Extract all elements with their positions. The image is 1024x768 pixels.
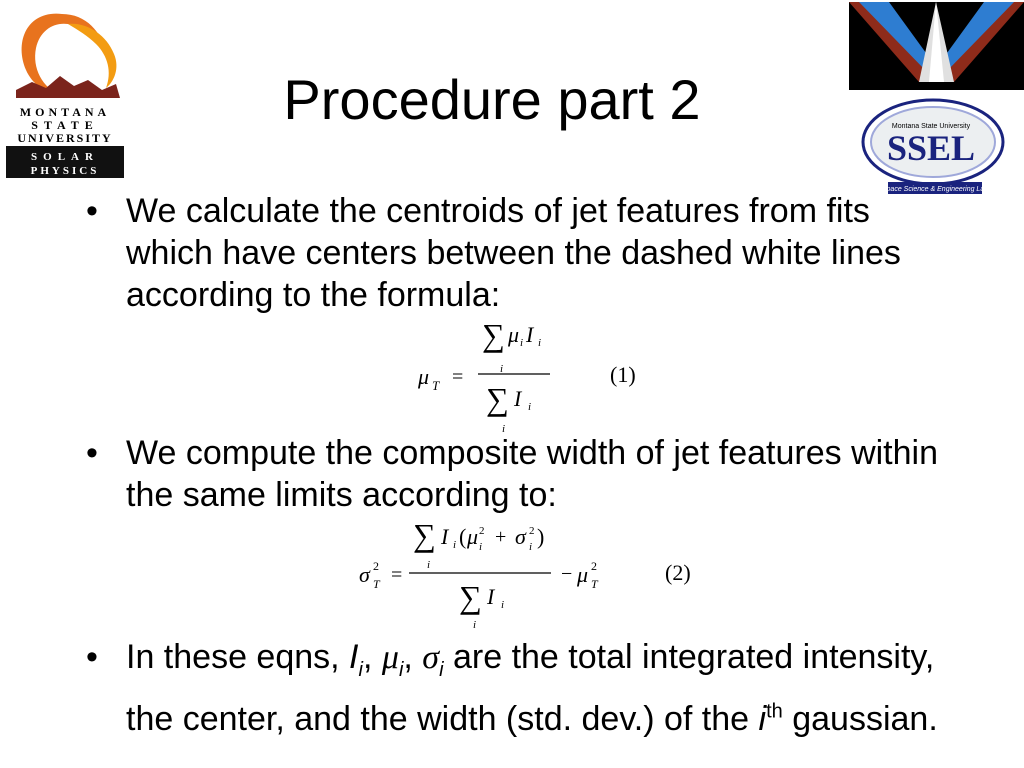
equation-1 [410, 312, 670, 440]
eq2-num-I: I [441, 524, 449, 549]
eq1-num-I: I [526, 322, 534, 347]
eq2-den-I: I [487, 584, 495, 609]
bullet-1-text: We calculate the centroids of jet features from fits which have centers between the dashed white lines according to the formula: [126, 192, 901, 314]
eq1-num-sum: ∑ [482, 317, 505, 353]
eq2-num-mu-sub: i [479, 541, 483, 553]
eq1-lhs: μ [418, 364, 430, 389]
eq2-num-plus: + [495, 526, 507, 548]
eq1-den-I-sub: i [528, 401, 532, 413]
eq2-label: (2) [665, 560, 691, 585]
bullet-item-2 [84, 432, 964, 516]
eq1-den-index: i [502, 423, 506, 435]
eq2-lhs: σ [359, 562, 370, 587]
eq1-num-mu-sub: i [520, 337, 524, 349]
eq1-lhs-sub: T [432, 378, 440, 393]
eq2-num-sigma: σ [515, 524, 526, 549]
eq2-num-close: ) [537, 524, 545, 549]
eq2-num-sum: ∑ [413, 517, 436, 553]
bullet-2-text: We compute the composite width of jet features within the same limits according to: [126, 434, 938, 514]
eq2-lhs-sub: T [373, 577, 380, 591]
msu-line3: UNIVERSITY [17, 131, 113, 145]
sym-i: i [758, 700, 767, 739]
msu-line2: STATE [31, 118, 99, 132]
eq2-num-mu: μ [467, 524, 479, 549]
eq2-equals: = [391, 564, 403, 586]
eq2-den-sum: ∑ [459, 579, 482, 615]
msu-line4: SOLAR [31, 151, 99, 163]
bullet-dot: • [86, 638, 98, 676]
eq2-tail-sup: 2 [591, 559, 597, 573]
eq2-tail-sub: T [591, 577, 598, 591]
eq2-minus: − [561, 563, 573, 585]
msu-line5: PHYSICS [30, 165, 100, 177]
bullet-dot: • [86, 192, 98, 230]
eq2-tail-mu: μ [577, 562, 589, 587]
sym-sigma: σ [422, 639, 440, 676]
msu-line1: MONTANA [19, 105, 111, 119]
bullet-item-1 [84, 190, 964, 316]
eq2-lhs-sup: 2 [373, 559, 379, 573]
ssel-main-text: SSEL [886, 128, 976, 168]
slide-title: Procedure part 2 [283, 68, 701, 131]
eq1-num-mu: μ [508, 322, 520, 347]
sym-mu: μ [381, 639, 399, 676]
eq1-num-index: i [500, 363, 504, 375]
bullet-dot: • [86, 434, 98, 472]
ssel-top-text: Montana State University [891, 123, 971, 130]
eq1-den-sum: ∑ [486, 381, 509, 417]
eq2-num-sigma-sub: i [529, 541, 533, 553]
eq2-num-sigma-sup: 2 [529, 525, 535, 537]
eq2-num-I-sub: i [453, 539, 457, 551]
eq1-label: (1) [610, 362, 636, 387]
ssel-bottom-text: Space Science & Engineering Lab [881, 186, 989, 193]
bullet-item-3 [84, 636, 964, 740]
equation-2 [355, 512, 715, 634]
eq2-den-index: i [473, 619, 477, 631]
bullet-3-text: In these eqns, $I_i$, $\mu_i$, $\sigma_i$ are the total integrated intensity, the center, and the width (std. dev.) of the $i^{th}$ gaussian. [126, 638, 938, 739]
eq1-equals: = [452, 366, 464, 388]
eq2-num-mu-sup: 2 [479, 525, 485, 537]
eq1-den-I: I [514, 386, 522, 411]
eq2-num-open: ( [459, 524, 467, 549]
eq2-num-index: i [427, 559, 431, 571]
eq2-den-I-sub: i [501, 599, 505, 611]
eq1-num-I-sub: i [538, 337, 542, 349]
sym-I: I [349, 638, 359, 676]
